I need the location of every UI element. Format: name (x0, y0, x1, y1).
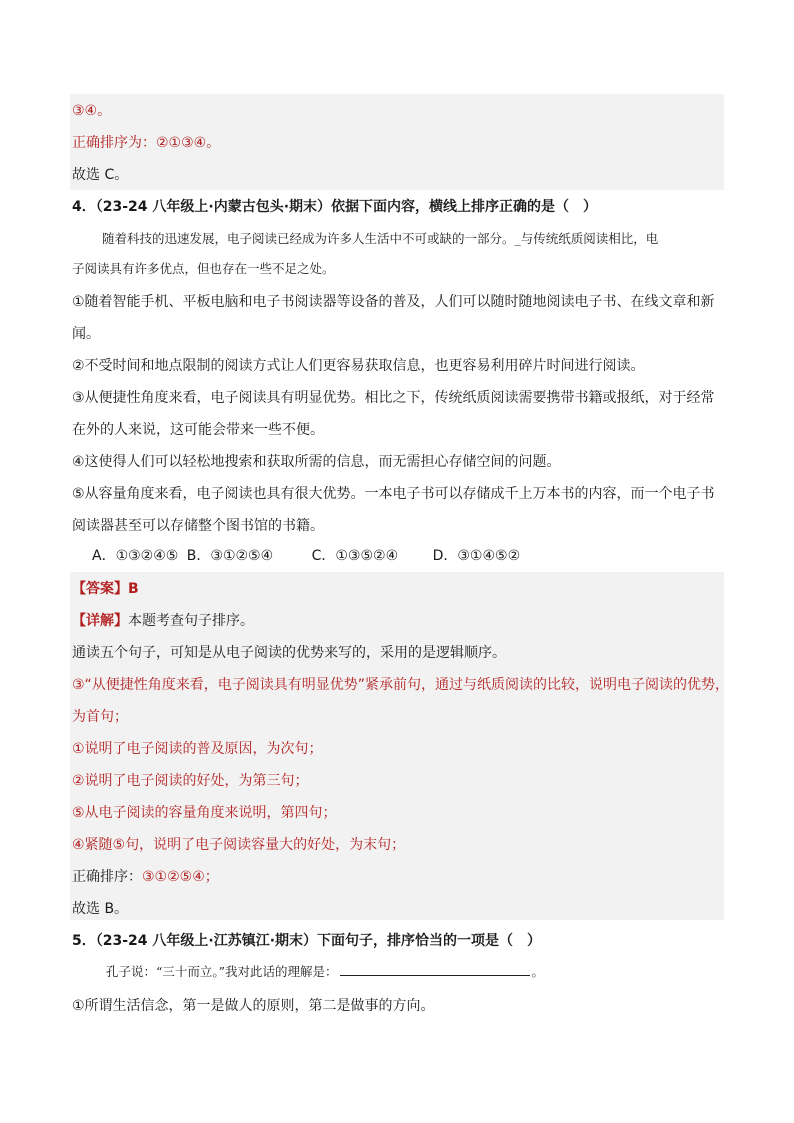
option-d[interactable]: D．③①④⑤② (432, 548, 521, 564)
analysis-line-2-cont: 为首句； (72, 709, 128, 725)
analysis-line-3: ①说明了电子阅读的普及原因，为次句； (72, 741, 323, 757)
question-5-sentence-1: ①所谓生活信念，第一是做人的原则，第二是做事的方向。 (72, 998, 435, 1014)
answer-tag: 【答案】 (72, 581, 128, 597)
question-4-sentence-1: ①随着智能手机、平板电脑和电子书阅读器等设备的普及，人们可以随时随地阅读电子书、在线文章和新 (72, 294, 715, 310)
question-4-sentence-4: ④这使得人们可以轻松地搜索和获取所需的信息，而无需担心存储空间的问题。 (72, 454, 561, 470)
question-5-quote (106, 962, 544, 982)
question-4-stem: 4．（23-24 八年级上·内蒙古包头·期末）依据下面内容，横线上排序正确的是（ ） (72, 199, 598, 215)
detail-text: 本题考查句子排序。 (128, 613, 254, 629)
question-4-passage-line2: 子阅读具有许多优点，但也存在一些不足之处。 (72, 261, 335, 276)
question-4-passage-line1: 随着科技的迅速发展，电子阅读已经成为许多人生活中不可或缺的一部分。_与传统纸质阅读相比，电 (102, 231, 659, 246)
prev-answer-choice: 故选 C。 (72, 167, 129, 183)
answer-value: B (128, 581, 139, 597)
option-b[interactable]: B．③①②⑤④ (186, 548, 274, 564)
question-4-sentence-5: ⑤从容量角度来看，电子阅读也具有很大优势。一本电子书可以存储成千上万本书的内容，而一个电子书 (72, 486, 715, 502)
correct-order-value: ③①②⑤④； (142, 869, 219, 885)
analysis-line-6: ④紧随⑤句，说明了电子阅读容量大的好处，为末句； (72, 837, 406, 853)
answer-blank[interactable] (340, 963, 530, 976)
question-4-sentence-3-cont: 在外的人来说，这可能会带来一些不便。 (72, 422, 324, 438)
correct-order-label: 正确排序： (72, 869, 142, 885)
detail-line (72, 611, 254, 631)
analysis-line-2: ③“从便捷性角度来看，电子阅读具有明显优势”紧承前句，通过与纸质阅读的比较，说明电子阅读的优势， (72, 677, 730, 693)
correct-order-line (72, 867, 219, 887)
analysis-line-1: 通读五个句子，可知是从电子阅读的优势来写的，采用的是逻辑顺序。 (72, 645, 506, 661)
detail-tag: 【详解】 (72, 613, 128, 629)
final-choice: 故选 B。 (72, 901, 129, 917)
question-4-sentence-5-cont: 阅读器甚至可以存储整个图书馆的书籍。 (72, 518, 324, 534)
quote-text: 孔子说：“三十而立。”我对此话的理解是： (106, 964, 338, 979)
option-a[interactable]: A．①③②④⑤ (92, 548, 179, 564)
prev-answer-line: ③④。 (72, 103, 112, 119)
quote-end: 。 (531, 964, 545, 979)
analysis-line-5: ⑤从电子阅读的容量角度来说明，第四句； (72, 805, 337, 821)
option-c[interactable]: C．①③⑤②④ (311, 548, 399, 564)
question-4-sentence-1-cont: 闻。 (72, 326, 100, 342)
question-4-sentence-2: ②不受时间和地点限制的阅读方式让人们更容易获取信息，也更容易利用碎片时间进行阅读。 (72, 358, 645, 374)
answer-line (72, 579, 139, 599)
question-4-options (92, 546, 520, 566)
prev-answer-order: 正确排序为：②①③④。 (72, 135, 221, 151)
question-4-sentence-3: ③从便捷性角度来看，电子阅读具有明显优势。相比之下，传统纸质阅读需要携带书籍或报纸，对于经常 (72, 390, 715, 406)
question-5-stem: 5．（23-24 八年级上·江苏镇江·期末）下面句子，排序恰当的一项是（ ） (72, 933, 542, 949)
analysis-line-4: ②说明了电子阅读的好处，为第三句； (72, 773, 309, 789)
